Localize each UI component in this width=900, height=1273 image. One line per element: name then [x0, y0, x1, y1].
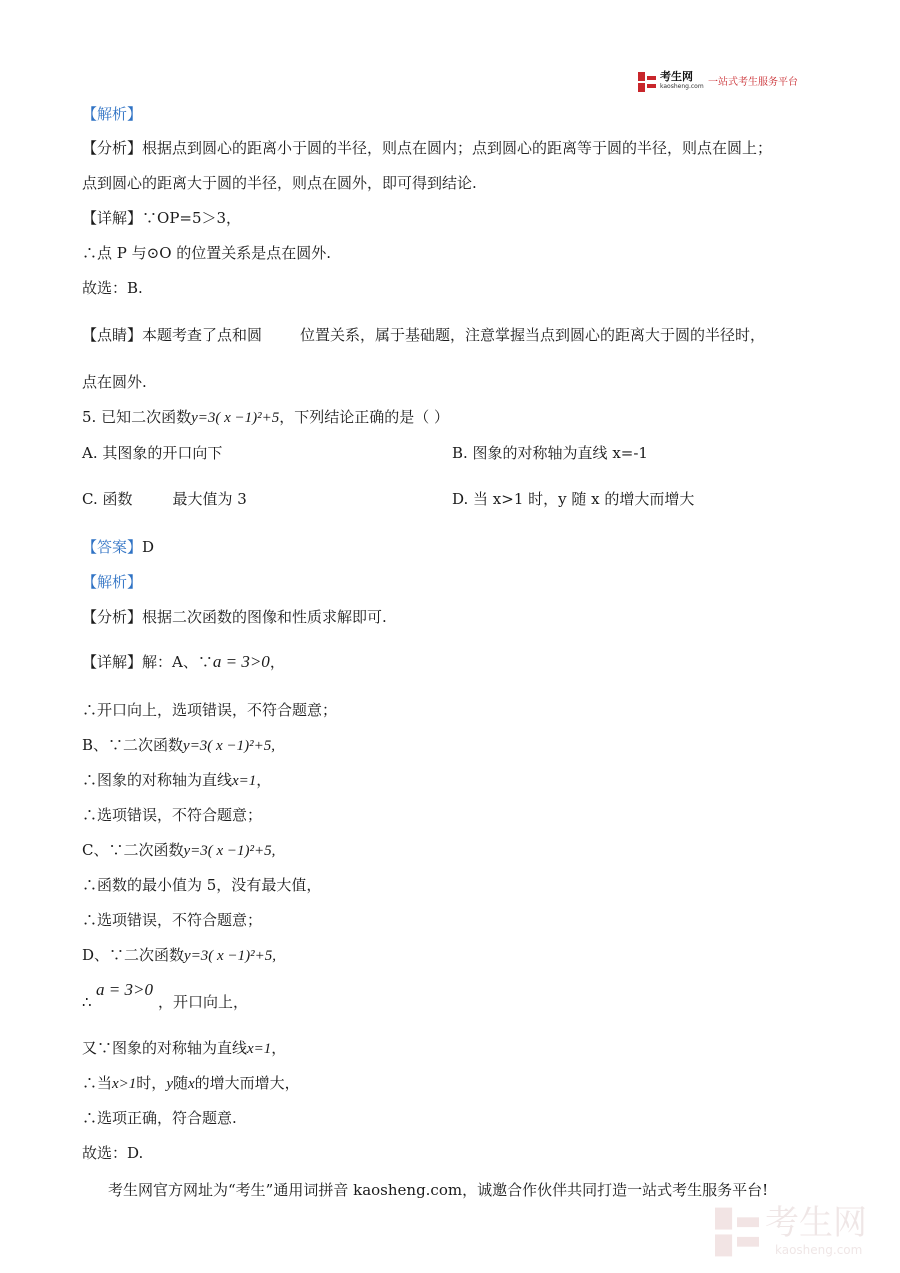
q4-answer-choice: 故选：B.	[82, 279, 143, 297]
text: ，	[271, 1039, 287, 1057]
q5-step: ∴选项正确，符合题意.	[82, 1109, 237, 1127]
q5-stem	[82, 407, 449, 428]
section-tag: 【详解】	[82, 209, 143, 227]
watermark-name: 考生网	[765, 1203, 867, 1243]
text: ，下列结论正确的是（ ）	[279, 408, 450, 426]
math-expression: x	[188, 1076, 195, 1092]
text: D、∵二次函数	[82, 946, 185, 964]
section-tag: 【解析】	[82, 573, 143, 591]
q4-dianjing-line2: 点在圆外.	[82, 373, 147, 391]
text: C、∵二次函数	[82, 841, 184, 859]
q4-jiexi-heading	[82, 104, 142, 124]
text: 5. 已知二次函数	[82, 408, 192, 426]
text: ∴当	[82, 1074, 113, 1092]
footer-note: 考生网官方网址为“考生”通用词拼音 kaosheng.com，诚邀合作伙伴共同打造一站式考生服务平台!	[108, 1181, 769, 1199]
q5-step	[82, 770, 271, 791]
text: 又∵图象的对称轴为直线	[82, 1039, 248, 1057]
text: 根据点到圆心的距离小于圆的半径，则点在圆内；点到圆心的距离等于圆的半径，则点在圆上；	[142, 139, 773, 157]
section-tag: 【详解】	[82, 653, 143, 671]
math-expression: x=1	[247, 1041, 272, 1057]
header-logo	[638, 70, 818, 94]
q4-xiangjie	[82, 208, 241, 228]
text: 根据二次函数的图像和性质求解即可.	[142, 608, 387, 626]
text: ∴图象的对称轴为直线	[82, 771, 233, 789]
text: ，	[256, 771, 272, 789]
text: 解：A、∵	[142, 653, 213, 671]
q5-step: ∴选项错误，不符合题意；	[82, 806, 263, 824]
q5-option-d: D. 当 x>1 时，y 随 x 的增大而增大	[452, 490, 695, 508]
text: C. 函数	[82, 490, 133, 508]
math-expression: y	[166, 1076, 173, 1092]
answer-value: D	[142, 538, 155, 556]
q5-step	[82, 735, 275, 756]
q4-fenxi-line1	[82, 138, 772, 158]
function-expression: y=3( x −1)²+5	[191, 410, 280, 426]
section-tag: 【分析】	[82, 139, 143, 157]
math-expression: x=1	[232, 773, 257, 789]
q5-step: ∴开口向上，选项错误，不符合题意；	[82, 701, 338, 719]
q5-step: ∴函数的最小值为 5，没有最大值，	[82, 876, 322, 894]
logo-url: kaosheng.com	[660, 83, 704, 90]
q5-step: ∴选项错误，不符合题意；	[82, 911, 263, 929]
section-tag: 【解析】	[82, 105, 143, 123]
text: 位置关系，属于基础题，注意掌握当点到圆心的距离大于圆的半径时，	[300, 326, 766, 344]
q5-answer	[82, 537, 154, 557]
q5-option-b: B. 图象的对称轴为直线 x=-1	[452, 444, 648, 462]
q5-jiexi-heading	[82, 572, 142, 592]
function-expression: y=3( x −1)²+5,	[183, 738, 275, 754]
kaosheng-watermark-icon	[715, 1207, 759, 1257]
logo-name: 考生网	[660, 70, 693, 83]
math-expression: x>1	[112, 1076, 137, 1092]
q5-step	[82, 1038, 286, 1059]
text: ，	[269, 653, 285, 671]
watermark	[715, 1203, 885, 1263]
section-tag: 【答案】	[82, 538, 143, 556]
text: 时，	[136, 1074, 167, 1092]
text: 的增大而增大，	[194, 1074, 300, 1092]
q5-xiangjie	[82, 652, 285, 672]
text: ，开口向上，	[158, 993, 249, 1011]
function-expression: y=3( x −1)²+5,	[183, 843, 276, 859]
text: B、∵二次函数	[82, 736, 184, 754]
q5-step	[82, 945, 276, 966]
text: 本题考查了点和圆	[142, 326, 263, 344]
watermark-url: kaosheng.com	[775, 1243, 863, 1257]
function-expression: y=3( x −1)²+5,	[184, 948, 276, 964]
section-tag: 【点睛】	[82, 326, 143, 344]
q4-fenxi-line2: 点到圆心的距离大于圆的半径，则点在圆外，即可得到结论.	[82, 174, 477, 192]
q4-conclusion: ∴点 P 与⊙O 的位置关系是点在圆外.	[82, 244, 332, 262]
section-tag: 【分析】	[82, 608, 143, 626]
q5-answer-choice: 故选：D.	[82, 1144, 144, 1162]
text: ∵OP=5＞3，	[142, 209, 242, 227]
q5-step	[82, 840, 275, 861]
q5-option-a: A. 其图象的开口向下	[82, 444, 223, 462]
kaosheng-logo-icon	[638, 72, 656, 92]
q5-option-c	[82, 489, 247, 509]
text: 随	[172, 1074, 188, 1092]
q4-dianjing-line1	[82, 325, 765, 345]
text: ∴	[82, 993, 92, 1011]
text: 最大值为 3	[172, 490, 247, 508]
logo-slogan: 一站式考生服务平台	[708, 77, 798, 88]
q5-step	[82, 1073, 300, 1094]
math-expression: a = 3>0	[212, 652, 270, 671]
math-expression: a = 3>0	[96, 980, 153, 999]
q5-fenxi	[82, 607, 387, 627]
